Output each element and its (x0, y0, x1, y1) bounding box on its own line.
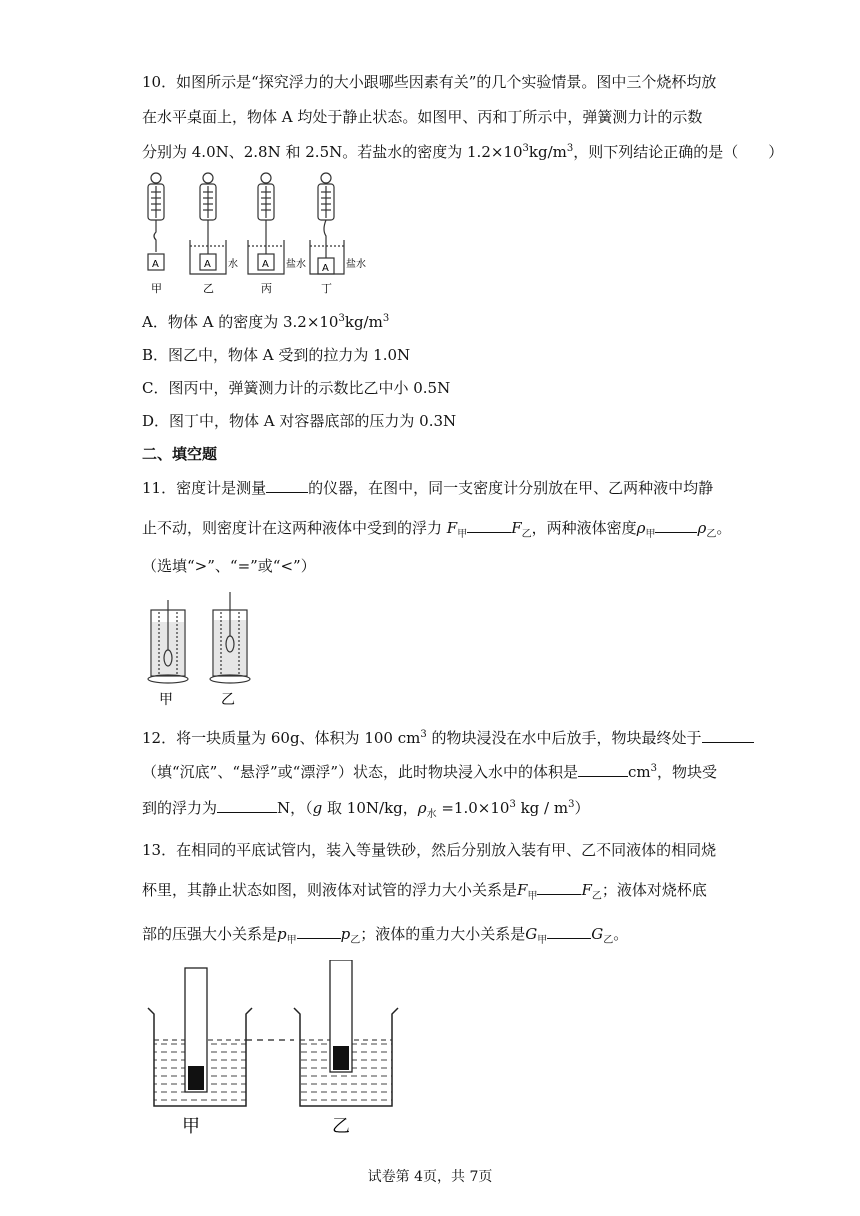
q11-rho2: ρ (697, 519, 707, 537)
q12-text-b: 的物块浸没在水中后放手，物块最终处于 (426, 729, 702, 747)
q11-F: F (446, 519, 458, 537)
q10-line3 (142, 142, 783, 162)
q10-option-a-text: A．物体 A 的密度为 3.2×10 (142, 313, 339, 331)
q10-liquid-ding: 盐水 (346, 259, 366, 270)
q12-text-c: （填“沉底”、“悬浮”或“漂浮”）状态，此时物块浸入水中的体积是 (142, 763, 579, 781)
q12-line2 (142, 762, 717, 782)
q12-text-e: ，物块受 (657, 763, 718, 781)
q13-F-sub-jia: 甲 (527, 891, 538, 902)
q11-end: 。 (716, 519, 732, 537)
q12-text-a: 12．将一块质量为 60g、体积为 100 cm (142, 729, 421, 747)
q10-label-jia: 甲 (151, 282, 162, 295)
q12-sup4: 3 (568, 799, 575, 810)
q11-label-yi: 乙 (221, 692, 235, 708)
q10-line1: 10．如图所示是“探究浮力的大小跟哪些因素有关”的几个实验情景。图中三个烧杯均放 (142, 73, 717, 91)
q11-blank-2[interactable] (467, 518, 511, 533)
q10-option-a-sup2: 3 (382, 313, 390, 324)
q12-blank-3[interactable] (217, 798, 277, 813)
q12-text-j: kg / m (515, 799, 569, 817)
q10-liquid-yi: 水 (228, 259, 238, 270)
hydrometer-jia (148, 600, 188, 683)
q13-line3 (142, 924, 628, 944)
q13-blank-1[interactable] (537, 880, 581, 895)
spring-scale-ding (310, 173, 344, 274)
q11-text-c: 止不动，则密度计在这两种液体中受到的浮力 (142, 519, 443, 537)
beaker-jia (148, 968, 252, 1106)
q11-text-b: 的仪器，在图中，同一支密度计分别放在甲、乙两种液中均静 (308, 479, 714, 497)
q13-figure (140, 960, 460, 1140)
q10-option-c: C．图丙中，弹簧测力计的示数比乙中小 0.5N (142, 379, 451, 397)
q13-text-d: ；液体的重力大小关系是 (360, 925, 526, 943)
q10-line3-end: ，则下列结论正确的是（ ） (573, 143, 784, 161)
q10-label-yi: 乙 (203, 282, 214, 295)
spring-scale-jia (148, 173, 164, 270)
q12-blank-1[interactable] (702, 728, 754, 743)
q12-blank-2[interactable] (578, 762, 628, 777)
q10-option-b: B．图乙中，物体 A 受到的拉力为 1.0N (142, 346, 411, 364)
q13-text-b: ；液体对烧杯底 (601, 881, 707, 899)
q11-line3: （选填“>”、“=”或“<”） (142, 557, 316, 575)
q13-p-sub-jia: 甲 (286, 935, 297, 946)
q10-obj-jia: A (152, 259, 159, 270)
q13-line2 (142, 880, 707, 900)
q13-p2: p (340, 925, 351, 943)
beaker-yi (294, 960, 398, 1106)
q10-figure (140, 170, 390, 300)
q12-text-g: N，（ (277, 799, 313, 817)
q12-text-i: =1.0×10 (436, 799, 510, 817)
q10-line3-unit: kg/m (528, 143, 567, 161)
q11-blank-1[interactable] (266, 478, 308, 493)
q13-label-jia: 甲 (182, 1116, 200, 1137)
q10-line3-sup2: 3 (566, 143, 574, 154)
q12-g: g (312, 799, 323, 817)
q13-line1: 13．在相同的平底试管内，装入等量铁砂，然后分别放入装有甲、乙不同液体的相同烧 (142, 841, 717, 859)
q13-p: p (277, 925, 287, 943)
q13-F: F (517, 881, 528, 899)
q10-label-bing: 丙 (261, 282, 272, 295)
q10-label-ding: 丁 (321, 282, 332, 295)
q10-line3-text: 分别为 4.0N、2.8N 和 2.5N。若盐水的密度为 1.2×10 (142, 143, 523, 161)
q11-rho-sub-jia: 甲 (645, 529, 656, 540)
q12-sup1: 3 (420, 729, 427, 740)
q10-option-a-sup: 3 (338, 313, 345, 324)
q10-option-a (142, 312, 389, 332)
q11-blank-3[interactable] (655, 518, 697, 533)
q13-F2: F (581, 881, 592, 899)
q13-G-sub-yi: 乙 (603, 935, 614, 946)
q13-blank-2[interactable] (297, 924, 341, 939)
q10-obj-yi: A (204, 259, 211, 270)
q13-text-a: 杯里，其静止状态如图，则液体对试管的浮力大小关系是 (142, 881, 518, 899)
q10-line2: 在水平桌面上，物体 A 均处于静止状态。如图甲、丙和丁所示中，弹簧测力计的示数 (142, 108, 703, 126)
q11-line1 (142, 478, 713, 498)
q13-G-sub-jia: 甲 (537, 935, 548, 946)
q11-label-jia: 甲 (159, 692, 173, 708)
q13-end: 。 (613, 925, 629, 943)
q13-G: G (525, 925, 538, 943)
q11-figure (145, 590, 255, 710)
q13-text-c: 部的压强大小关系是 (142, 925, 278, 943)
q13-G2: G (591, 925, 604, 943)
q12-line1 (142, 728, 754, 748)
q10-liquid-bing: 盐水 (286, 259, 306, 270)
q12-text-d: cm (628, 763, 651, 781)
q11-text-a: 11．密度计是测量 (142, 479, 267, 497)
q13-blank-3[interactable] (547, 924, 591, 939)
q11-F-sub-jia: 甲 (457, 529, 468, 540)
q12-line3 (142, 798, 590, 818)
q13-label-yi: 乙 (332, 1116, 350, 1137)
q10-obj-bing: A (262, 259, 269, 270)
q10-option-d: D．图丁中，物体 A 对容器底部的压力为 0.3N (142, 412, 457, 430)
q11-F2: F (511, 519, 522, 537)
q12-text-f: 到的浮力为 (142, 799, 218, 817)
q10-option-a-unit: kg/m (344, 313, 383, 331)
q13-F-sub-yi: 乙 (591, 891, 602, 902)
q11-rho: ρ (636, 519, 646, 537)
hydrometer-yi (210, 592, 250, 683)
q10-obj-ding: A (322, 263, 329, 274)
q12-rho-sub: 水 (426, 809, 437, 820)
section-title: 二、填空题 (142, 445, 218, 463)
q10-line3-sup: 3 (522, 143, 529, 154)
page-footer: 试卷第 4页，共 7页 (367, 1169, 493, 1185)
q13-p-sub-yi: 乙 (350, 935, 361, 946)
q12-rho: ρ (417, 799, 427, 817)
q12-sup2: 3 (650, 763, 658, 774)
q11-rho-sub-yi: 乙 (706, 529, 717, 540)
q12-text-h: 取 10N/kg， (322, 799, 418, 817)
q11-line2 (142, 518, 731, 538)
q11-F-sub-yi: 乙 (521, 529, 532, 540)
q12-text-k: ） (574, 799, 590, 817)
q11-text-d: ，两种液体密度 (531, 519, 637, 537)
q12-sup3: 3 (509, 799, 516, 810)
